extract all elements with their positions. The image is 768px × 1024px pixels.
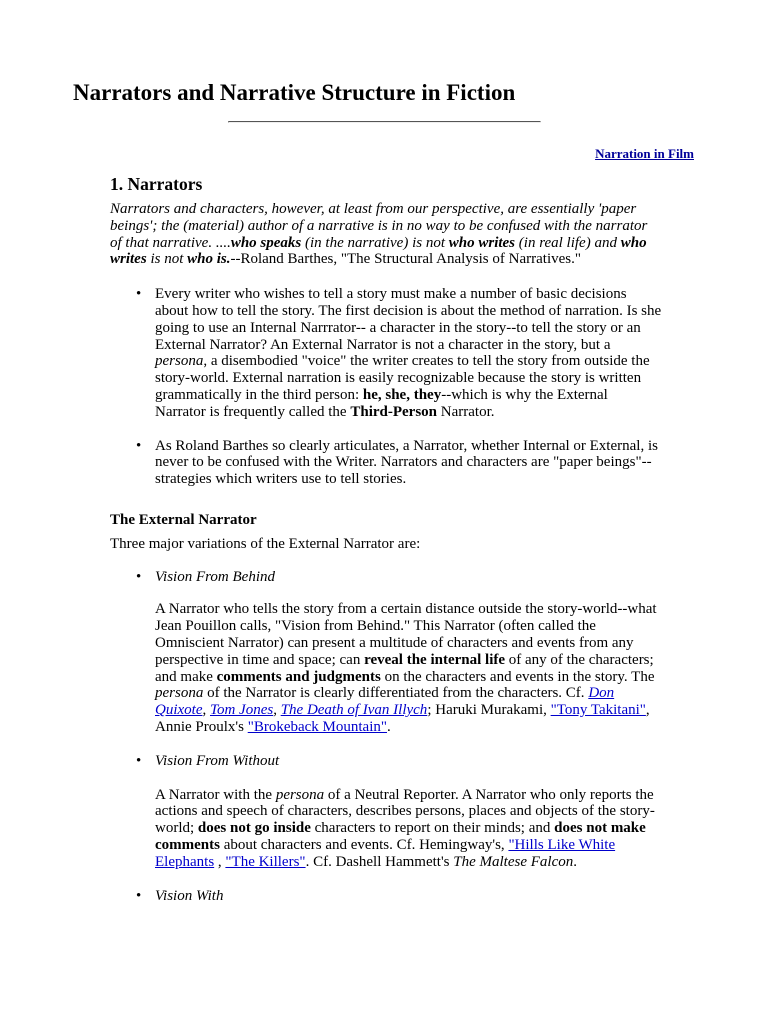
death-of-ivan-illych-link[interactable]: The Death of Ivan Illych (280, 702, 428, 719)
external-narrator-heading: The External Narrator (110, 511, 257, 528)
bullet-icon: • (136, 286, 142, 303)
bullet-icon: • (136, 887, 142, 904)
list-item (110, 569, 662, 736)
vision-from-behind-description: A Narrator who tells the story from a certain distance outside the story-world--what Jean Pouillon calls, "Vision from Behind." This Narrator (often called the Omniscient Narrator) can present a multitude of characters and events from any perspective in time and space; can reveal the internal life of any of the characters; and make comments and judgments on the characters and events in the story. The persona of the Narrator is clearly differentiated from the characters. Cf. Don Quixote, Tom Jones, The Death of Ivan Illych; Haruki Murakami, "Tony Takitani", Annie Proulx's "Brokeback Mountain". (155, 601, 657, 735)
list-item (110, 753, 662, 871)
external-narrator-intro: Three major variations of the External Narrator are: (110, 535, 421, 552)
list-item: • As Roland Barthes so clearly articulates, a Narrator, whether Internal or External, is never to be confused with the Writer. Narrators and characters are "paper beings"--strategies which writers use to tell stories. (136, 437, 658, 488)
hills-like-white-elephants-link[interactable]: "Hills Like White Elephants (155, 836, 616, 870)
the-killers-link[interactable]: "The Killers" (225, 853, 306, 870)
title-divider (228, 121, 541, 123)
brokeback-mountain-link[interactable]: "Brokeback Mountain" (247, 718, 388, 735)
external-variations-list (110, 569, 662, 905)
bullet-icon: • (136, 437, 142, 454)
variation-label-behind: Vision From Behind (155, 568, 275, 585)
don-quixote-link[interactable]: Don Quixote (155, 685, 615, 719)
epigraph-attribution: --Roland Barthes, "The Structural Analysis of Narratives." (230, 251, 581, 268)
bullet-icon: • (136, 568, 142, 585)
article-body (110, 173, 662, 904)
variation-label-with: Vision With (155, 887, 224, 904)
list-item: • Every writer who wishes to tell a story must make a number of basic decisions about how to tell the story. The first decision is about the method of narration. Is she going to use an Internal Narrrator-- a character in the story--to tell the story or an External Narrator? An External Narrator is not a character in the story, but a persona, a disembodied "voice" the writer creates to tell the story from outside the story-world. External narration is easily recognizable because the story is written grammatically in the third person: he, she, they--which is why the External Narrator is frequently called the Third-Person Narrator. (136, 286, 662, 420)
tony-takitani-link[interactable]: "Tony Takitani" (550, 702, 646, 719)
list-item (110, 888, 662, 905)
narration-in-film-link[interactable]: Narration in Film (595, 146, 694, 161)
barthes-epigraph: Narrators and characters, however, at least from our perspective, are essentially 'paper beings'; the (material) author of a narrative is in no way to be confused with the narrator of that narrative. ....who speaks (in the narrative) is not who writes (in real life) and who writes is not who is.--Roland Barthes, "The Structural Analysis of Narratives." (110, 201, 648, 268)
section-heading-narrators: 1. Narrators (110, 174, 203, 194)
page-title: Narrators and Narrative Structure in Fiction (73, 80, 516, 105)
narrator-bullet-list (110, 286, 662, 488)
bullet-icon: • (136, 752, 142, 769)
variation-label-without: Vision From Without (155, 752, 280, 769)
vision-from-without-description: A Narrator with the persona of a Neutral Reporter. A Narrator who only reports the actions and speech of characters, describes persons, places and objects of the story-world; does not go inside characters to report on their minds; and does not make comments about characters and events. Cf. Hemingway's, "Hills Like White Elephants , "The Killers". Cf. Dashell Hammett's The Maltese Falcon. (155, 786, 655, 870)
tom-jones-link[interactable]: Tom Jones (209, 702, 274, 719)
